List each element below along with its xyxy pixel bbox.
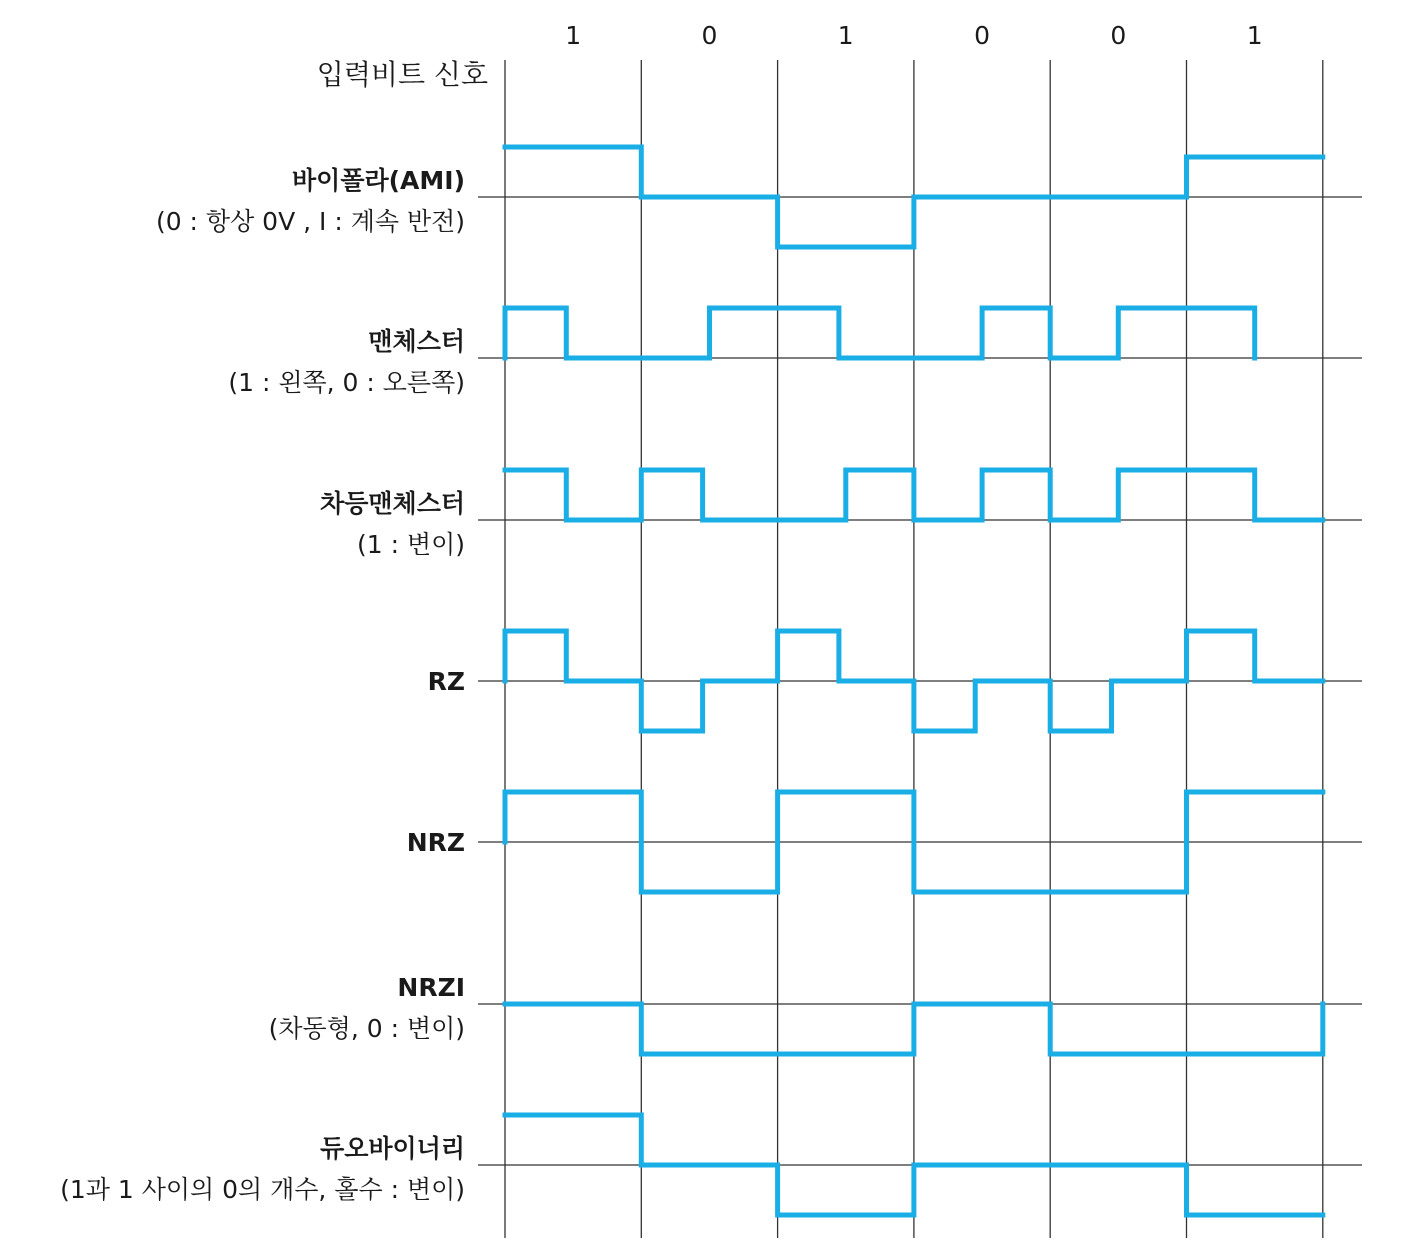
row-name-label: 바이폴라(AMI) — [292, 166, 465, 195]
row-duobinary — [60, 1115, 1362, 1215]
row-description-label: (1 : 변이) — [356, 530, 465, 559]
signal-waveform — [505, 308, 1255, 358]
bit-value-label: 1 — [837, 21, 854, 50]
input-bit-signal-label: 입력비트 신호 — [316, 58, 488, 91]
input-bit-header — [317, 21, 1263, 91]
bit-value-labels — [565, 21, 1262, 50]
row-description-label: (1과 1 사이의 0의 개수, 홀수 : 변이) — [60, 1175, 465, 1204]
row-nrz — [407, 792, 1362, 892]
row-name-label: RZ — [427, 667, 465, 696]
bit-value-label: 0 — [701, 21, 718, 50]
row-description-label: (차동형, 0 : 변이) — [268, 1014, 465, 1043]
row-name-label: NRZ — [406, 828, 465, 857]
row-rz — [428, 631, 1362, 731]
bit-value-label: 0 — [1110, 21, 1127, 50]
bit-value-label: 1 — [565, 21, 582, 50]
row-name-label: 차등맨체스터 — [320, 489, 465, 518]
row-name-label: NRZI — [397, 973, 465, 1002]
row-name-label: 듀오바이너리 — [320, 1134, 465, 1163]
signal-waveform — [505, 470, 1323, 520]
row-nrzi — [269, 973, 1362, 1054]
row-manchester — [228, 308, 1362, 397]
row-ami — [156, 147, 1362, 247]
bit-value-label: 1 — [1246, 21, 1263, 50]
encoding-rows — [60, 147, 1362, 1215]
signal-waveform — [505, 1004, 1323, 1054]
row-description-label: (1 : 왼쪽, 0 : 오른쪽) — [228, 368, 465, 397]
row-name-label: 맨체스터 — [368, 327, 465, 356]
row-diff-manchester — [320, 470, 1362, 559]
row-description-label: (0 : 항상 0V , I : 계속 반전) — [155, 207, 465, 236]
bit-value-label: 0 — [974, 21, 991, 50]
